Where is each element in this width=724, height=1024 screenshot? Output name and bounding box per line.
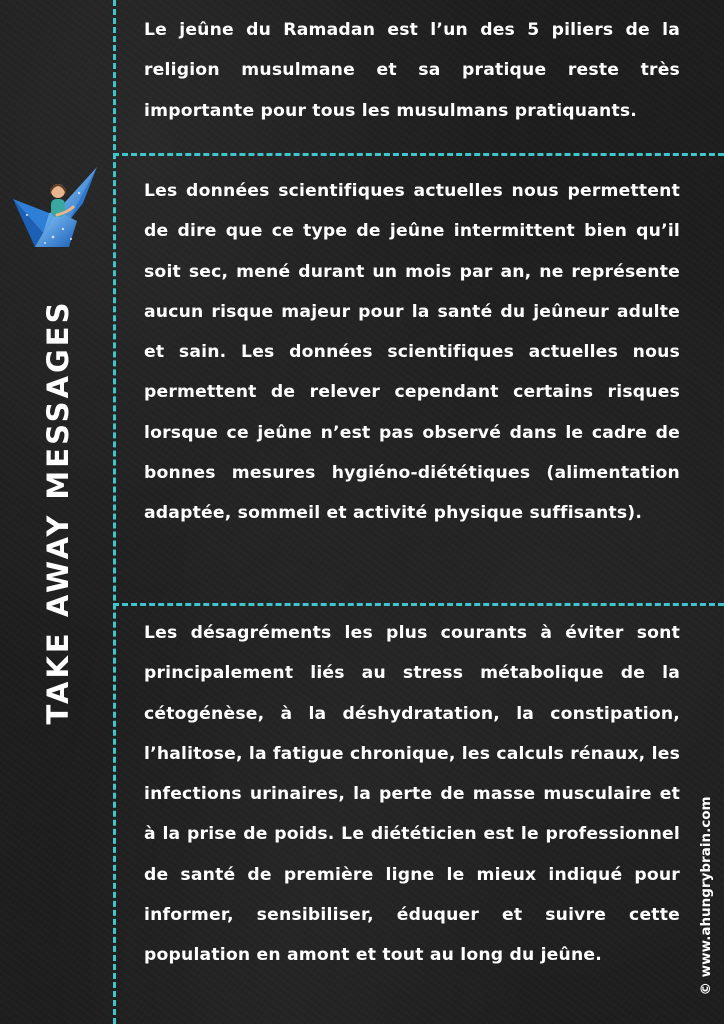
horizontal-divider-2 bbox=[113, 603, 724, 606]
message-block-1: Le jeûne du Ramadan est l’un des 5 piliers de la religion musulmane et sa pratique reste très importante pour tous les musulmans pratiquants. bbox=[144, 20, 680, 121]
horizontal-divider-1 bbox=[113, 153, 724, 156]
message-block-2: Les données scientifiques actuelles nous permettent de dire que ce type de jeûne intermittent bien qu’il soit sec, mené durant un mois par an, ne représente aucun risque majeur pour la santé du jeûneur adulte et sain. Les données scientifiques actuelles nous permettent de relever cependant certains risques lorsque ce jeûne n’est pas observé dans le cadre de bonnes mesures hygiéno-diététiques (alimentation adaptée, sommeil et activité physique suffisants). bbox=[144, 181, 680, 524]
side-title: TAKE AWAY MESSAGES bbox=[41, 299, 75, 725]
copyright-watermark: © www.ahungrybrain.com bbox=[698, 796, 714, 996]
message-block-3: Les désagréments les plus courants à éviter sont principalement liés au stress métabolique de la cétogénèse, à la déshydratation, la constipation, l’halitose, la fatigue chronique, les calculs rénaux, les infections urinaires, la perte de masse musculaire et à la prise de poids. Le diététicien est le professionnel de santé de première ligne le mieux indiqué pour informer, sensibiliser, éduquer et suivre cette population en amont et tout au long du jeûne. bbox=[144, 623, 680, 966]
origami-crane-avatar-icon bbox=[13, 163, 97, 249]
